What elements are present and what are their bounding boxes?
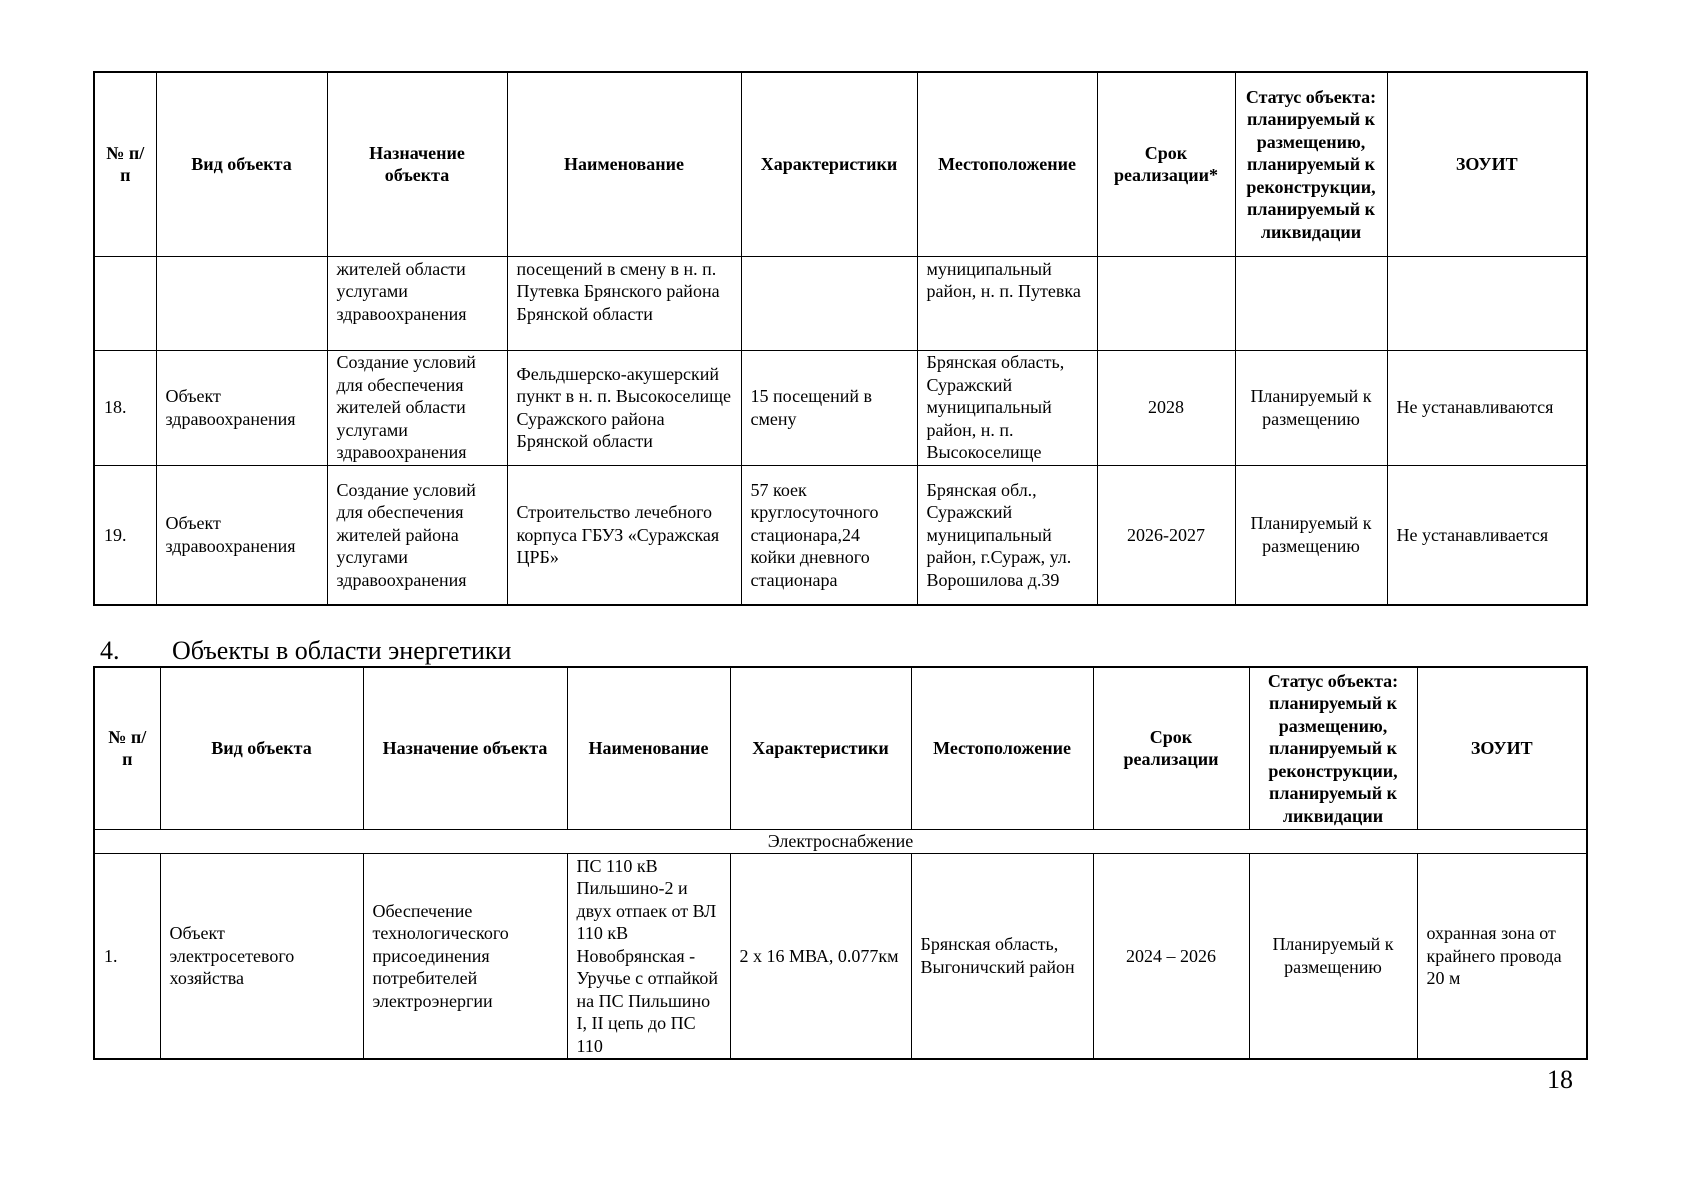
cell-purpose: Создание условий для обеспечения жителей района услугами здравоохранения: [327, 465, 507, 605]
col-header-zouit: ЗОУИТ: [1387, 72, 1587, 256]
cell-status: Планируемый к размещению: [1249, 853, 1417, 1059]
cell-location: Брянская область, Выгоничский район: [911, 853, 1093, 1059]
page-number: 18: [1547, 1065, 1573, 1094]
col-header-characteristics: Характеристики: [730, 667, 911, 829]
cell-number: [94, 256, 156, 350]
cell-purpose: Создание условий для обеспечения жителей области услугами здравоохранения: [327, 350, 507, 465]
cell-status: [1235, 256, 1387, 350]
cell-characteristics: 2 х 16 МВА, 0.077км: [730, 853, 911, 1059]
subheader-electricity: Электроснабжение: [94, 829, 1587, 853]
cell-name: ПС 110 кВ Пильшино-2 и двух отпаек от ВЛ 110 кВ Новобрянская - Уручье с отпайкой на ПС Пильшино I, II цепь до ПС 110: [567, 853, 730, 1059]
col-header-name: Наименование: [567, 667, 730, 829]
table-row: [94, 465, 1587, 605]
col-header-location: Местоположение: [911, 667, 1093, 829]
col-header-status: Статус объекта: планируемый к размещению, планируемый к реконструкции, планируемый к ликвидации: [1249, 667, 1417, 829]
subheader-row: [94, 829, 1587, 853]
table-row: [94, 256, 1587, 350]
cell-number: 19.: [94, 465, 156, 605]
cell-purpose: жителей области услугами здравоохранения: [327, 256, 507, 350]
cell-number: 18.: [94, 350, 156, 465]
cell-object-type: Объект здравоохранения: [156, 465, 327, 605]
col-header-purpose: Назначение объекта: [327, 72, 507, 256]
cell-location: Брянская обл., Суражский муниципальный район, г.Сураж, ул. Ворошилова д.39: [917, 465, 1097, 605]
cell-characteristics: 15 посещений в смену: [741, 350, 917, 465]
col-header-object-type: Вид объекта: [160, 667, 363, 829]
healthcare-objects-table: [93, 71, 1588, 606]
cell-name: Строительство лечебного корпуса ГБУЗ «Суражская ЦРБ»: [507, 465, 741, 605]
cell-status: Планируемый к размещению: [1235, 465, 1387, 605]
col-header-status: Статус объекта: планируемый к размещению, планируемый к реконструкции, планируемый к ликвидации: [1235, 72, 1387, 256]
cell-name: Фельдшерско-акушерский пункт в н. п. Высокоселище Суражского района Брянской области: [507, 350, 741, 465]
col-header-characteristics: Характеристики: [741, 72, 917, 256]
col-header-zouit: ЗОУИТ: [1417, 667, 1587, 829]
table-row: [94, 350, 1587, 465]
col-header-number: № п/п: [94, 72, 156, 256]
col-header-name: Наименование: [507, 72, 741, 256]
col-header-deadline: Срок реализации*: [1097, 72, 1235, 256]
table-row: [94, 853, 1587, 1059]
cell-object-type: Объект электросетевого хозяйства: [160, 853, 363, 1059]
cell-deadline: 2028: [1097, 350, 1235, 465]
col-header-object-type: Вид объекта: [156, 72, 327, 256]
cell-status: Планируемый к размещению: [1235, 350, 1387, 465]
col-header-number: № п/п: [94, 667, 160, 829]
table-header-row: [94, 72, 1587, 256]
cell-number: 1.: [94, 853, 160, 1059]
section-heading: [100, 636, 511, 666]
energy-objects-table: [93, 666, 1588, 1060]
cell-location: Брянская область, Суражский муниципальный район, н. п. Высокоселище: [917, 350, 1097, 465]
col-header-deadline: Срок реализации: [1093, 667, 1249, 829]
cell-location: муниципальный район, н. п. Путевка: [917, 256, 1097, 350]
col-header-location: Местоположение: [917, 72, 1097, 256]
cell-deadline: 2024 – 2026: [1093, 853, 1249, 1059]
table-header-row: [94, 667, 1587, 829]
cell-characteristics: 57 коек круглосуточного стационара,24 койки дневного стационара: [741, 465, 917, 605]
cell-purpose: Обеспечение технологического присоединения потребителей электроэнергии: [363, 853, 567, 1059]
cell-zouit: [1387, 256, 1587, 350]
cell-object-type: Объект здравоохранения: [156, 350, 327, 465]
cell-zouit: охранная зона от крайнего провода 20 м: [1417, 853, 1587, 1059]
cell-characteristics: [741, 256, 917, 350]
cell-deadline: [1097, 256, 1235, 350]
cell-deadline: 2026-2027: [1097, 465, 1235, 605]
cell-zouit: Не устанавливается: [1387, 465, 1587, 605]
section-title: Объекты в области энергетики: [172, 636, 512, 665]
col-header-purpose: Назначение объекта: [363, 667, 567, 829]
section-number: 4.: [100, 636, 120, 665]
cell-name: посещений в смену в н. п. Путевка Брянского района Брянской области: [507, 256, 741, 350]
cell-object-type: [156, 256, 327, 350]
cell-zouit: Не устанавливаются: [1387, 350, 1587, 465]
